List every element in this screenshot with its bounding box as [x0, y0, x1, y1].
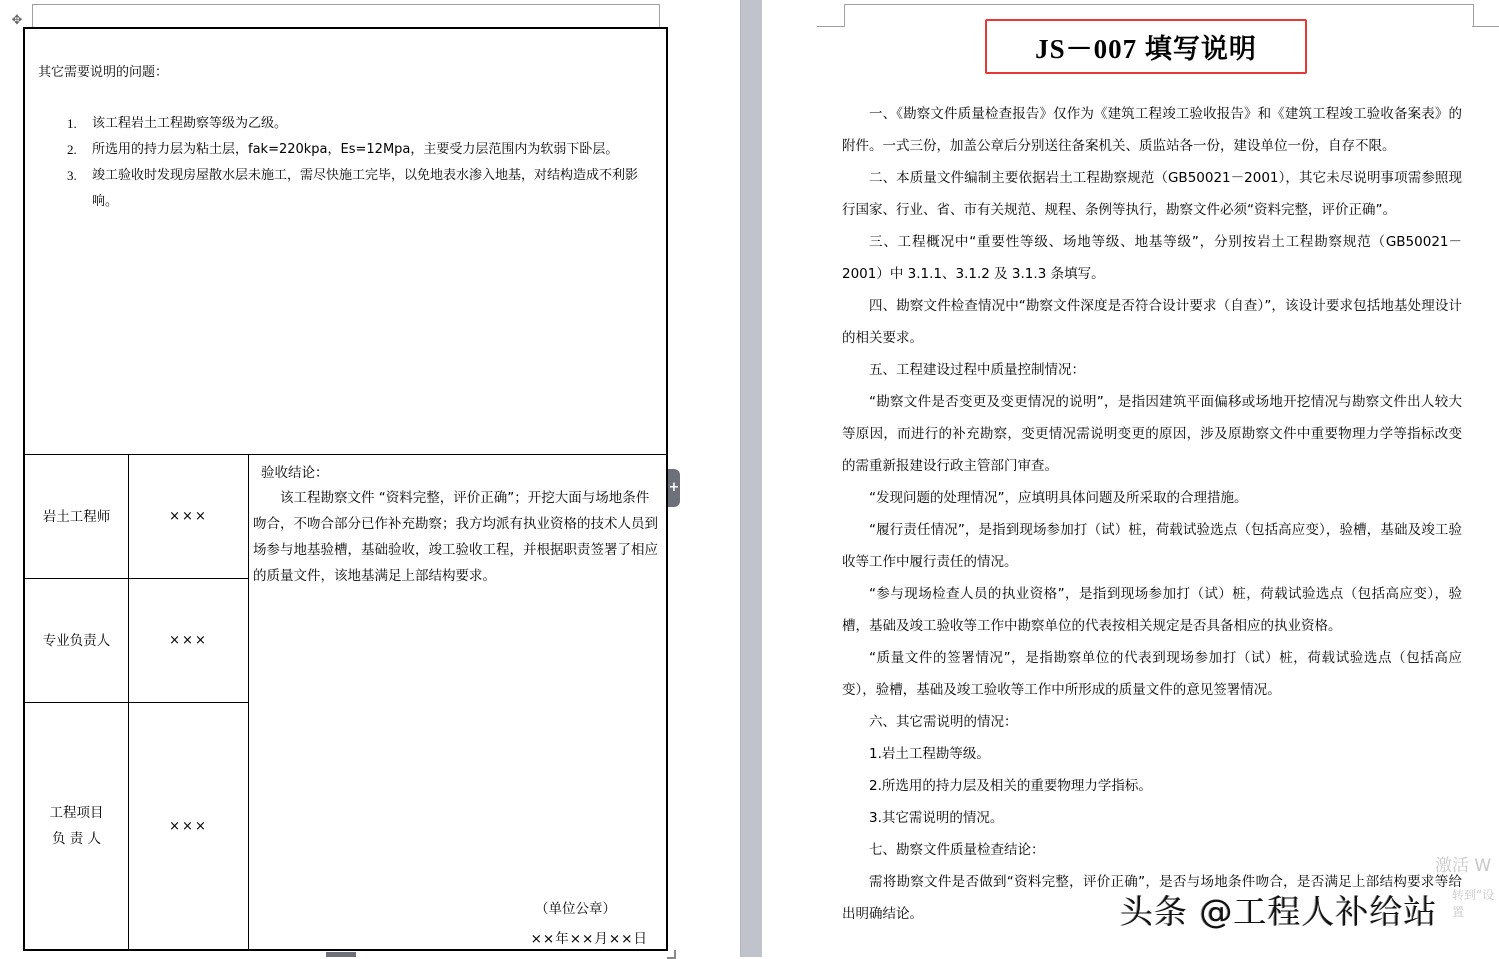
paragraph: 二、本质量文件编制主要依据岩土工程勘察规范（GB50021－2001），其它未尽说明事项需参照现行国家、行业、省、市有关规范、规程、条例等执行，勘察文件必须“资料完整，评价正确”。	[842, 170, 1462, 218]
notes-item-text: 该工程岩土工程勘察等级为乙级。	[92, 116, 288, 131]
table-move-handle-icon[interactable]: ✥	[11, 13, 23, 28]
acceptance-conclusion-cell[interactable]	[249, 455, 666, 949]
role-label-line2: 负 责 人	[51, 831, 102, 847]
instructions-body	[842, 98, 1462, 930]
windows-activation-hint: 转到“设置	[1452, 888, 1495, 919]
role-label-line1: 工程项目	[49, 805, 104, 821]
paragraph: “勘察文件是否变更及变更情况的说明”，是指因建筑平面偏移或场地开挖情况与勘察文件出人较大等原因，而进行的补充勘察，变更情况需说明变更的原因，涉及原勘察文件中重要物理力学等指标改变的需重新报建设行政主管部门审查。	[842, 394, 1462, 474]
notes-item	[67, 111, 661, 137]
role-label: 岩土工程师	[42, 508, 111, 525]
brand-watermark: 头条 @工程人补给站	[1120, 892, 1438, 931]
signatory-name: ×××	[169, 509, 208, 524]
notes-title: 其它需要说明的问题：	[38, 65, 169, 80]
add-row-tab[interactable]	[326, 952, 356, 957]
add-column-tab-icon[interactable]: +	[668, 469, 680, 507]
name-cell[interactable]	[129, 455, 249, 578]
signatory-row	[25, 703, 249, 949]
inspection-form-table	[23, 27, 668, 951]
signatory-name: ×××	[169, 818, 208, 834]
notes-list	[67, 111, 661, 215]
paragraph: 四、勘察文件检查情况中“勘察文件深度是否符合设计要求（自查）”，该设计要求包括地基处理设计的相关要求。	[842, 298, 1462, 346]
page-margin-tick	[817, 26, 844, 27]
paragraph: 三、工程概况中“重要性等级、场地等级、地基等级”，分别按岩土工程勘察规范（GB50021－2001）中 3.1.1、3.1.2 及 3.1.3 条填写。	[842, 234, 1462, 282]
windows-activation-watermark: 激活 W	[1435, 856, 1492, 876]
paragraph: 3.其它需说明的情况。	[869, 810, 1004, 826]
signatory-row	[25, 579, 249, 703]
signatory-row	[25, 455, 249, 579]
table-resize-handle-icon[interactable]	[667, 950, 676, 959]
paragraph: “参与现场检查人员的执业资格”，是指到现场参加打（试）桩，荷载试验选点（包括高应变），验槽，基础及竣工验收等工作中勘察单位的代表按相关规定是否具备相应的执业资格。	[842, 586, 1462, 634]
role-cell[interactable]	[25, 455, 129, 578]
paragraph: 需将勘察文件是否做到“资料完整，评价正确”，是否与场地条件吻合，是否满足上部结构要求等给出明确结论。	[842, 874, 1462, 922]
conclusion-heading: 验收结论：	[261, 465, 329, 481]
conclusion-body: 该工程勘察文件 “资料完整，评价正确”；开挖大面与场地条件吻合，不吻合部分已作补充勘察；我方均派有执业资格的技术人员到场参与地基验槽，基础验收，竣工验收工程，并根据职责签署了相应的质量文件，该地基满足上部结构要求。	[253, 490, 658, 584]
name-cell[interactable]	[129, 579, 249, 702]
page-margin-marker	[32, 4, 660, 27]
notes-item	[67, 137, 661, 163]
notes-item-number: 2.	[67, 142, 77, 157]
notes-item-number: 1.	[67, 116, 77, 131]
page-margin-tick	[1472, 26, 1499, 27]
unit-seal-label: （单位公章）	[535, 901, 616, 917]
paragraph: 一、《勘察文件质量检查报告》仅作为《建筑工程竣工验收报告》和《建筑工程竣工验收备案表》的附件。一式三份，加盖公章后分别送往备案机关、质监站各一份，建设单位一份，自存不限。	[842, 106, 1462, 154]
other-notes-section[interactable]	[25, 29, 666, 455]
page-gutter	[740, 0, 763, 957]
paragraph: “质量文件的签署情况”，是指勘察单位的代表到现场参加打（试）桩，荷载试验选点（包括高应变），验槽，基础及竣工验收等工作中所形成的质量文件的意见签署情况。	[842, 650, 1462, 698]
notes-item-text: 所选用的持力层为粘土层，fak=220kpa，Es=12Mpa，主要受力层范围内为软弱下卧层。	[92, 142, 619, 157]
notes-item-number: 3.	[67, 168, 77, 183]
role-label: 专业负责人	[42, 632, 111, 649]
paragraph: 五、工程建设过程中质量控制情况：	[869, 362, 1085, 378]
paragraph: “履行责任情况”，是指到现场参加打（试）桩，荷载试验选点（包括高应变），验槽，基础及竣工验收等工作中履行责任的情况。	[842, 522, 1462, 570]
paragraph: 2.所选用的持力层及相关的重要物理力学指标。	[869, 778, 1152, 794]
notes-item	[67, 163, 661, 215]
name-cell[interactable]	[129, 703, 249, 949]
paragraph: 1.岩土工程勘等级。	[869, 746, 990, 762]
signatory-name: ×××	[169, 633, 208, 648]
role-cell[interactable]	[25, 703, 129, 949]
title-highlight-box	[985, 19, 1307, 74]
left-page	[0, 0, 740, 957]
page-title: JS－007 填写说明	[1035, 34, 1257, 64]
role-cell[interactable]	[25, 579, 129, 702]
paragraph: “发现问题的处理情况”，应填明具体问题及所采取的合理措施。	[869, 490, 1248, 506]
right-page	[762, 0, 1499, 957]
conclusion-date: ××年××月××日	[530, 931, 648, 947]
paragraph: 七、勘察文件质量检查结论：	[869, 842, 1045, 858]
paragraph: 六、其它需说明的情况：	[869, 714, 1018, 730]
notes-item-text: 竣工验收时发现房屋散水层未施工，需尽快施工完毕，以免地表水渗入地基，对结构造成不利影响。	[92, 168, 639, 209]
